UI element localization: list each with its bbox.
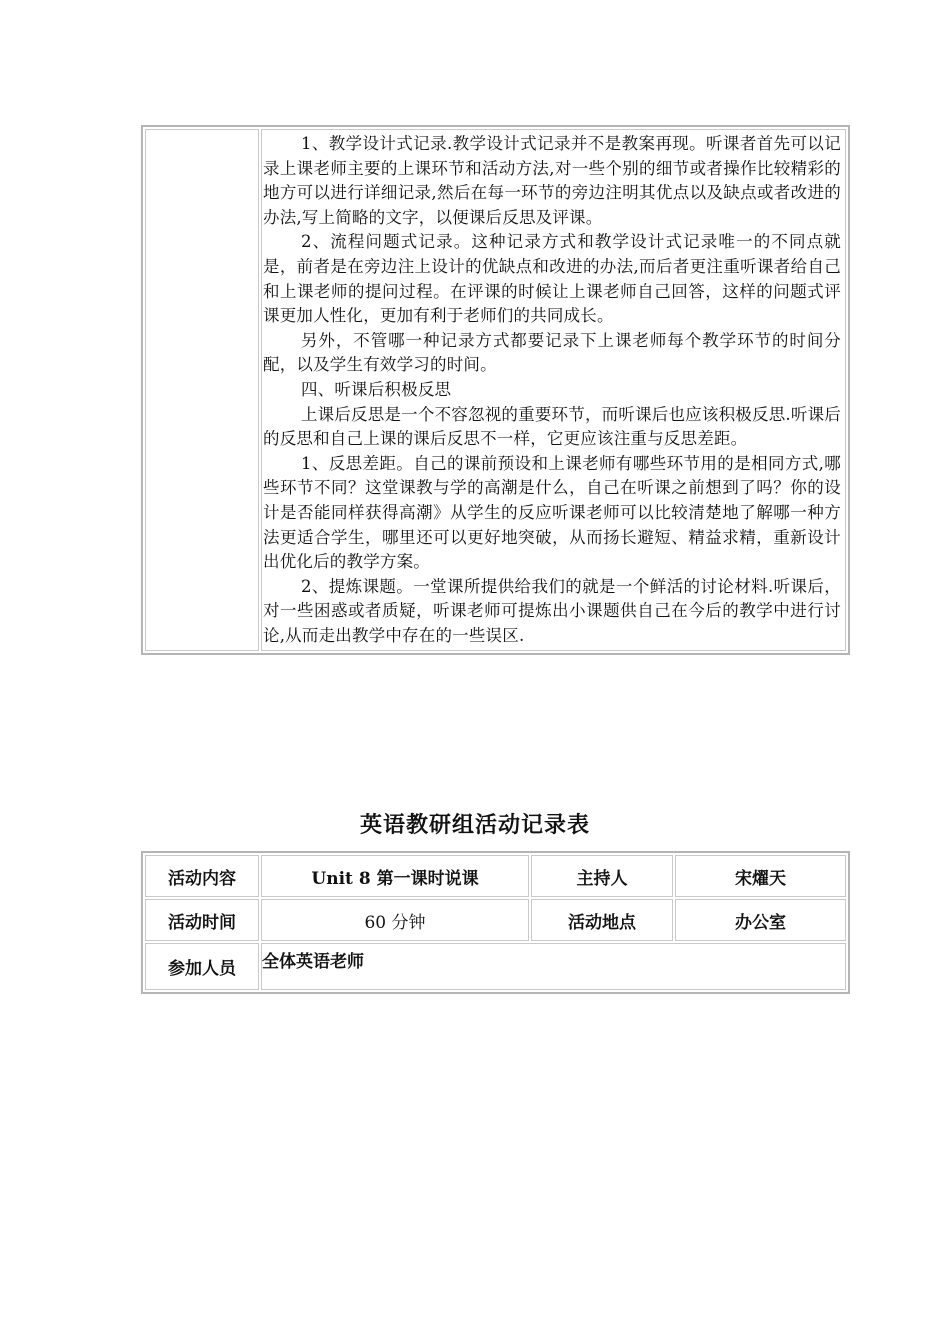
section-heading-reflection: 四、听课后积极反思 [300,379,452,399]
notes-row [145,129,846,651]
time-value: 60 分钟 [261,899,529,941]
host-label: 主持人 [531,855,673,897]
content-label: 活动内容 [145,855,259,897]
paragraph-reflect-gap: 1、反思差距。自己的课前预设和上课老师有哪些环节用的是相同方式,哪些环节不同？这堂课教与学的高潮是什么，自己在听课之前想到了吗？你的设计是否能同样获得高潮》从学生的反应听课老师可以比较清楚地了解哪一种方法更适合学生，哪里还可以更好地突破，从而扬长避短、精益求精，重新设计出优化后的教学方案。 [263,453,841,572]
paragraph-design-record: 1、教学设计式记录.教学设计式记录并不是教案再现。听课者首先可以记录上课老师主要的上课环节和活动方法,对一些个别的细节或者操作比较精彩的地方可以进行详细记录,然后在每一环节的旁边注明其优点以及缺点或者改进的办法,写上简略的文字，以便课后反思及评课。 [263,134,841,227]
notes-content-cell [261,129,846,651]
table-row [145,855,846,897]
location-value: 办公室 [675,899,846,941]
participants-value: 全体英语老师 [261,943,846,990]
location-label: 活动地点 [531,899,673,941]
notes-label-cell [145,129,259,651]
notes-table [141,125,850,655]
participants-label: 参加人员 [145,943,259,990]
paragraph-refine-topic: 2、提炼课题。一堂课所提供给我们的就是一个鲜活的讨论材料.听课后，对一些困惑或者质疑，听课老师可提炼出小课题供自己在今后的教学中进行讨论,从而走出教学中存在的一些误区. [263,576,841,645]
paragraph-time-allocation: 另外，不管哪一种记录方式都要记录下上课老师每个教学环节的时间分配，以及学生有效学习的时间。 [263,330,841,375]
paragraph-reflection-intro: 上课后反思是一个不容忽视的重要环节，而听课后也应该积极反思.听课后的反思和自己上课的课后反思不一样，它更应该注重与反思差距。 [263,404,841,449]
paragraph-flow-question-record: 2、流程问题式记录。这种记录方式和教学设计式记录唯一的不同点就是，前者是在旁边注上设计的优缺点和改进的办法,而后者更注重听课者给自己和上课老师的提问过程。在评课的时候让上课老师自己回答，这样的问题式评课更加人性化，更加有利于老师们的共同成长。 [263,232,841,326]
activity-record-table [141,851,850,994]
content-value: Unit 8 第一课时说课 [261,855,529,897]
table-row [145,899,846,941]
host-value: 宋燿天 [675,855,846,897]
time-label: 活动时间 [145,899,259,941]
table-row [145,943,846,990]
record-title: 英语教研组活动记录表 [359,813,590,838]
